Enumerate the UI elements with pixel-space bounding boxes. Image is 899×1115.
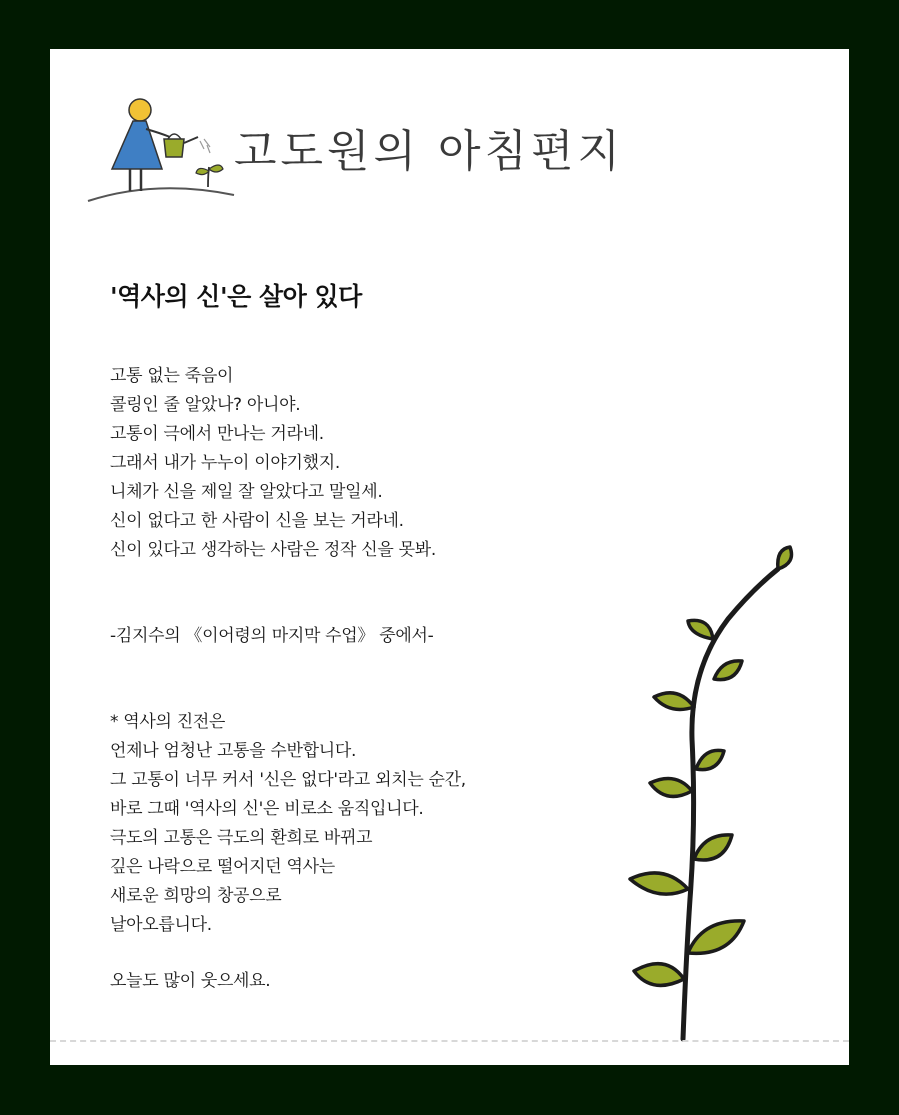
- commentary-line: 날아오릅니다.: [110, 915, 212, 935]
- commentary-line: 깊은 나락으로 떨어지던 역사는: [110, 857, 335, 877]
- commentary-line: 바로 그때 '역사의 신'은 비로소 움직입니다.: [110, 799, 424, 819]
- poem-line: 그래서 내가 누누이 이야기했지.: [110, 453, 341, 473]
- closing-line: 오늘도 많이 웃으세요.: [110, 971, 271, 991]
- vine-leaves-icon: [618, 539, 798, 1044]
- poem-line: 신이 없다고 한 사람이 신을 보는 거라네.: [110, 511, 404, 531]
- article-title: '역사의 신'은 살아 있다: [110, 282, 362, 311]
- bottom-divider: [50, 1040, 849, 1042]
- brand-title: 고도원의 아침편지: [234, 126, 625, 177]
- woman-watering-sprout-icon: [86, 95, 236, 207]
- commentary-line: 그 고통이 너무 커서 '신은 없다'라고 외치는 순간,: [110, 770, 466, 790]
- poem-line: 니체가 신을 제일 잘 알았다고 말일세.: [110, 482, 383, 502]
- poem-quote: [110, 362, 580, 565]
- commentary: [110, 708, 580, 940]
- letter-card: [50, 49, 849, 1065]
- commentary-line: 새로운 희망의 창공으로: [110, 886, 282, 906]
- source-citation: [110, 622, 580, 651]
- poem-line: 신이 있다고 생각하는 사람은 정작 신을 못봐.: [110, 540, 436, 560]
- commentary-line: * 역사의 진전은: [110, 712, 226, 732]
- poem-line: 고통 없는 죽음이: [110, 366, 234, 386]
- source-line: -김지수의 《이어령의 마지막 수업》 중에서-: [110, 626, 434, 646]
- header-logo[interactable]: [86, 95, 625, 207]
- commentary-line: 언제나 엄청난 고통을 수반합니다.: [110, 741, 357, 761]
- commentary-line: 극도의 고통은 극도의 환희로 바뀌고: [110, 828, 373, 848]
- poem-line: 고통이 극에서 만나는 거라네.: [110, 424, 324, 444]
- closing-greeting: [110, 967, 580, 996]
- poem-line: 콜링인 줄 알았나? 아니야.: [110, 395, 301, 415]
